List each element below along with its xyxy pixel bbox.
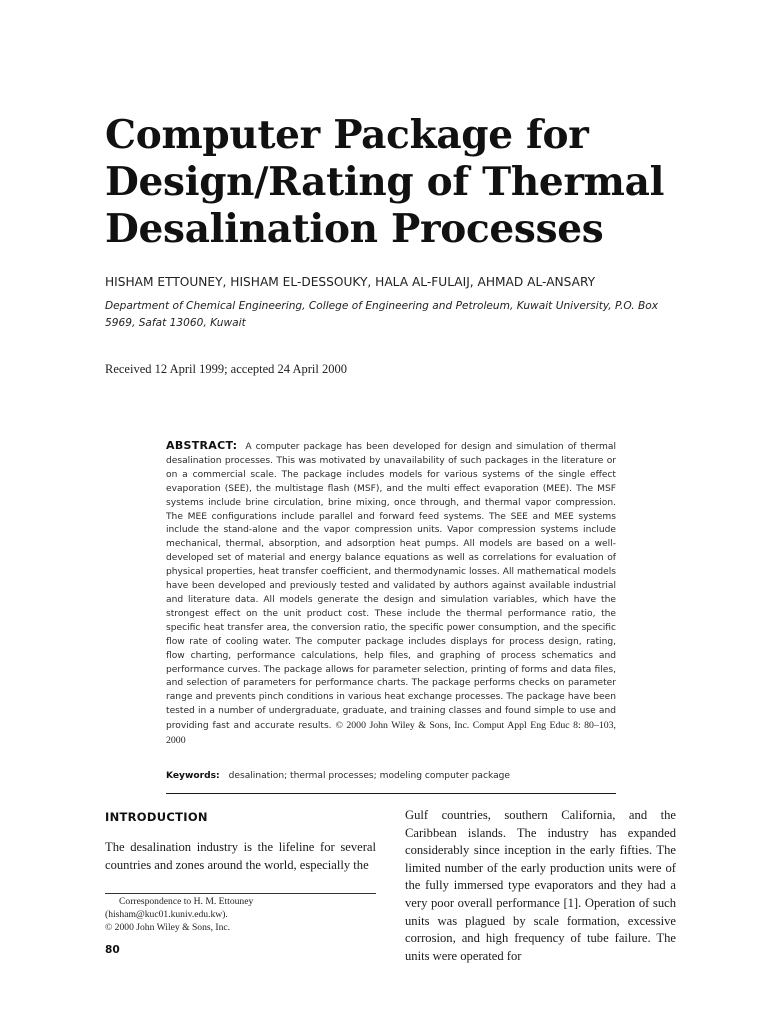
affiliation: Department of Chemical Engineering, College of Engineering and Petroleum, Kuwait University, P.O. Box 5969, Safat 13060, Kuwait bbox=[105, 300, 658, 329]
title-line: Desalination Processes bbox=[105, 206, 604, 252]
keywords bbox=[166, 769, 616, 783]
abstract-label: ABSTRACT: bbox=[166, 439, 238, 452]
received-dates: Received 12 April 1999; accepted 24 April 2000 bbox=[105, 362, 347, 376]
abstract bbox=[166, 439, 616, 749]
abstract-citation: © 2000 John Wiley & Sons, Inc. Comput Appl Eng Educ 8: 80–103, 2000 bbox=[166, 720, 616, 747]
introduction-left-column: The desalination industry is the lifeline for several countries and zones around the world, especially the bbox=[105, 840, 376, 872]
keywords-text: desalination; thermal processes; modeling computer package bbox=[228, 771, 511, 781]
title-line: Design/Rating of Thermal bbox=[105, 159, 665, 205]
introduction-right-column: Gulf countries, southern California, and the Caribbean islands. The industry has expanded considerably since inception in the early fifties. The limited number of the early production units were of the fully immersed type evaporators and they had a very poor overall performance [1]. Operation of such units was plagued by scale formation, excessive corrosion, and high frequency of tube failure. The units were operated for bbox=[405, 808, 676, 963]
footnote-divider bbox=[105, 893, 376, 894]
footnote bbox=[105, 895, 376, 935]
title-line: Computer Package for bbox=[105, 112, 589, 158]
keywords-label: Keywords: bbox=[166, 771, 220, 781]
author-list: HISHAM ETTOUNEY, HISHAM EL-DESSOUKY, HALA AL-FULAIJ, AHMAD AL-ANSARY bbox=[105, 275, 596, 289]
article-title bbox=[105, 112, 705, 253]
abstract-text: A computer package has been developed for design and simulation of thermal desalination processes. This was motivated by unavailability of such packages in the literature or on a commercial scale. The package includes models for various systems of the single effect evaporation (SEE), the multistage flash (MSF), and the multi effect evaporation (MEE). The MSF systems include brine circulation, brine mixing, once through, and thermal vapor compression. The MEE configurations include parallel and forward feed systems. The SEE and MEE systems include the stand-alone and the vapor compression units. Vapor compression systems include mechanical, thermal, absorption, and adsorption heat pumps. All models are based on a well-developed set of material and energy balance equations as well as correlations for evaluation of physical properties, heat transfer coefficient, and thermodynamic losses. All mathematical models have been developed and previously tested and validated by authors against available industrial and literature data. All models generate the design and simulation variables, which have the strongest effect on the unit product cost. These include the thermal performance ratio, the specific heat transfer area, the conversion ratio, the specific power consumption, and the specific flow rate of cooling water. The computer package includes displays for process design, rating, flow charting, performance calculations, help files, and graphing of process schematics and performance curves. The package allows for parameter selection, printing of forms and data files, and selection of parameters for performance charts. The package performs checks on parameter range and prevents pinch conditions in various heat exchange processes. The package have been tested in a number of undergraduate, graduate, and training classes and found simple to use and providing fast and accurate results. bbox=[166, 442, 616, 732]
copyright-note: © 2000 John Wiley & Sons, Inc. bbox=[105, 922, 231, 934]
section-heading-introduction: INTRODUCTION bbox=[105, 810, 208, 824]
abstract-divider bbox=[166, 793, 616, 794]
correspondence-note: Correspondence to H. M. Ettouney (hisham@kuc01.kuniv.edu.kw). bbox=[105, 896, 254, 921]
page-number: 80 bbox=[105, 944, 120, 956]
